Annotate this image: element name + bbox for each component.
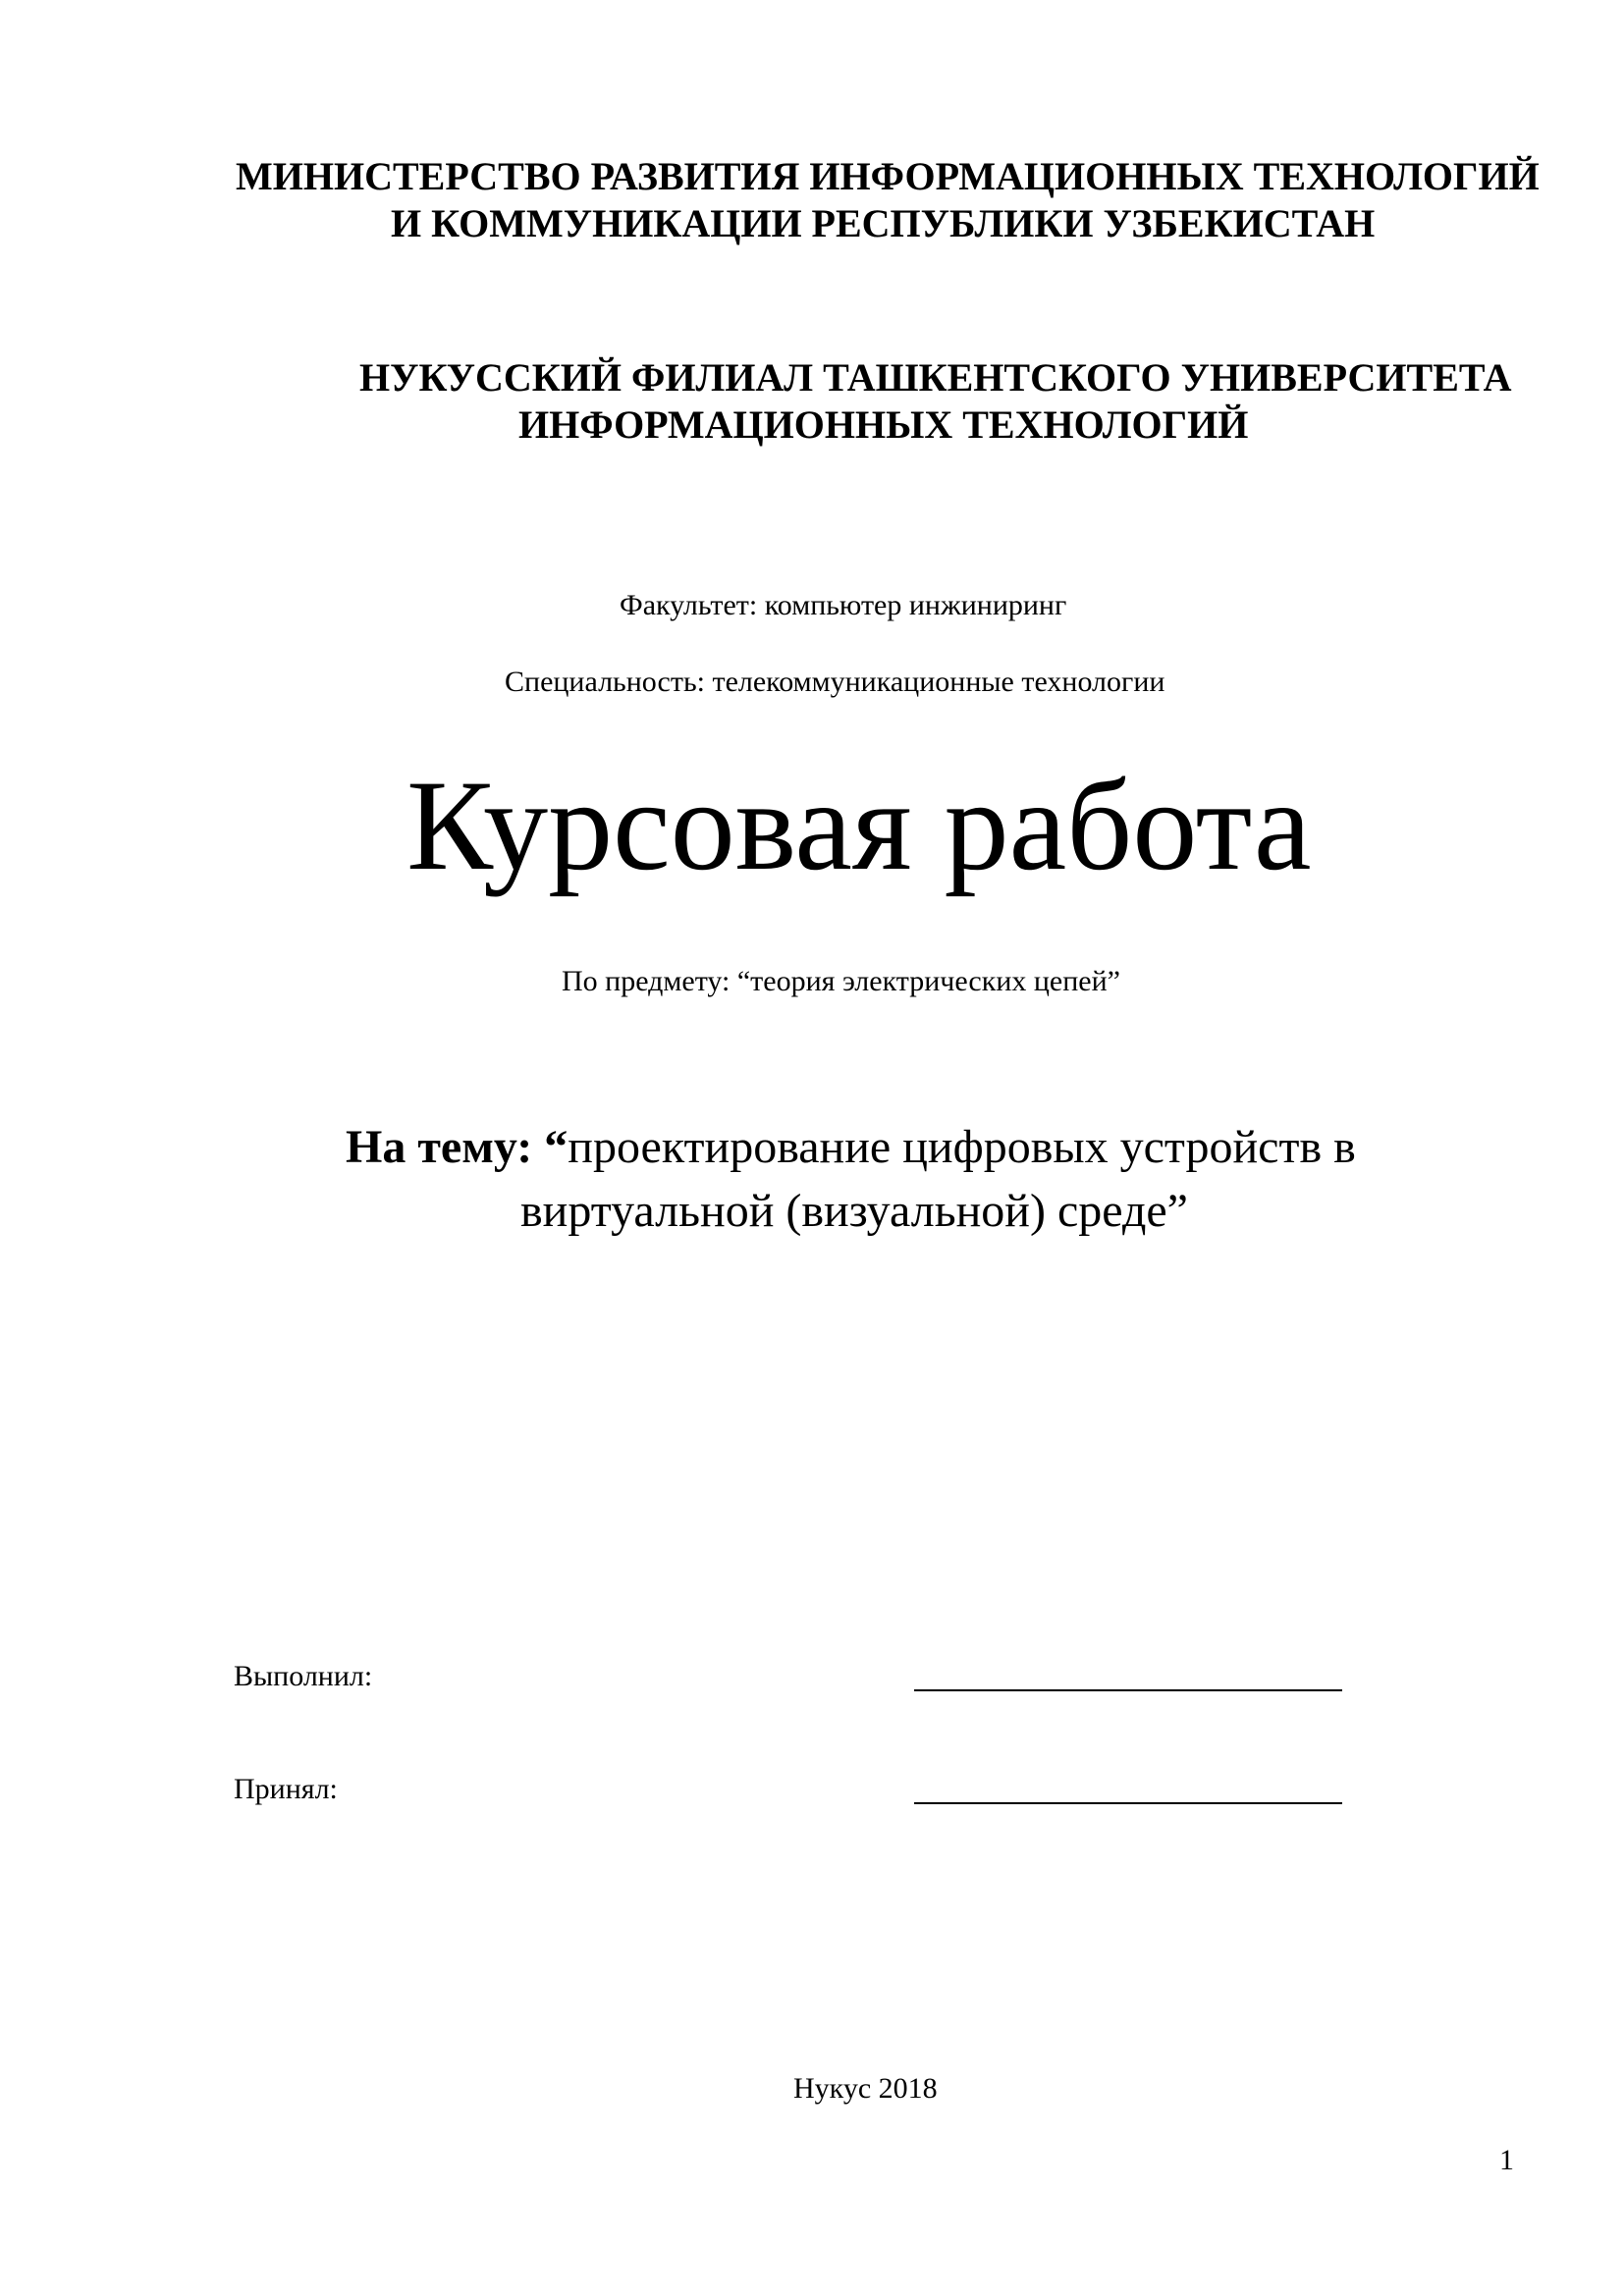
page-number: 1 bbox=[1499, 2144, 1514, 2176]
performed-by-signature-line bbox=[914, 1689, 1342, 1691]
topic-text-part-1: проектирование цифровых устройств в bbox=[568, 1121, 1356, 1173]
topic-label: На тему: “ bbox=[346, 1121, 568, 1173]
ministry-title-line-2: И КОММУНИКАЦИИ РЕСПУБЛИКИ УЗБЕКИСТАН bbox=[391, 201, 1376, 245]
city-year-text: Нукус 2018 bbox=[793, 2072, 938, 2105]
faculty-text: Факультет: компьютер инжиниринг bbox=[620, 589, 1067, 621]
university-branch-line-2: ИНФОРМАЦИОННЫХ ТЕХНОЛОГИЙ bbox=[518, 402, 1249, 447]
topic-line-2: виртуальной (визуальной) среде” bbox=[520, 1185, 1188, 1237]
document-title: Курсовая работа bbox=[406, 753, 1312, 897]
topic-line-1 bbox=[346, 1121, 1524, 1173]
accepted-by-signature-line bbox=[914, 1802, 1342, 1804]
ministry-title-line-1: МИНИСТЕРСТВО РАЗВИТИЯ ИНФОРМАЦИОННЫХ ТЕХНОЛОГИЙ bbox=[236, 154, 1540, 198]
subject-text: По предмету: “теория электрических цепей” bbox=[562, 965, 1120, 997]
performed-by-label: Выполнил: bbox=[234, 1660, 373, 1692]
specialty-text: Специальность: телекоммуникационные технологии bbox=[505, 666, 1165, 698]
accepted-by-label: Принял: bbox=[234, 1773, 338, 1805]
university-branch-line-1: НУКУССКИЙ ФИЛИАЛ ТАШКЕНТСКОГО УНИВЕРСИТЕТА bbox=[359, 355, 1512, 400]
